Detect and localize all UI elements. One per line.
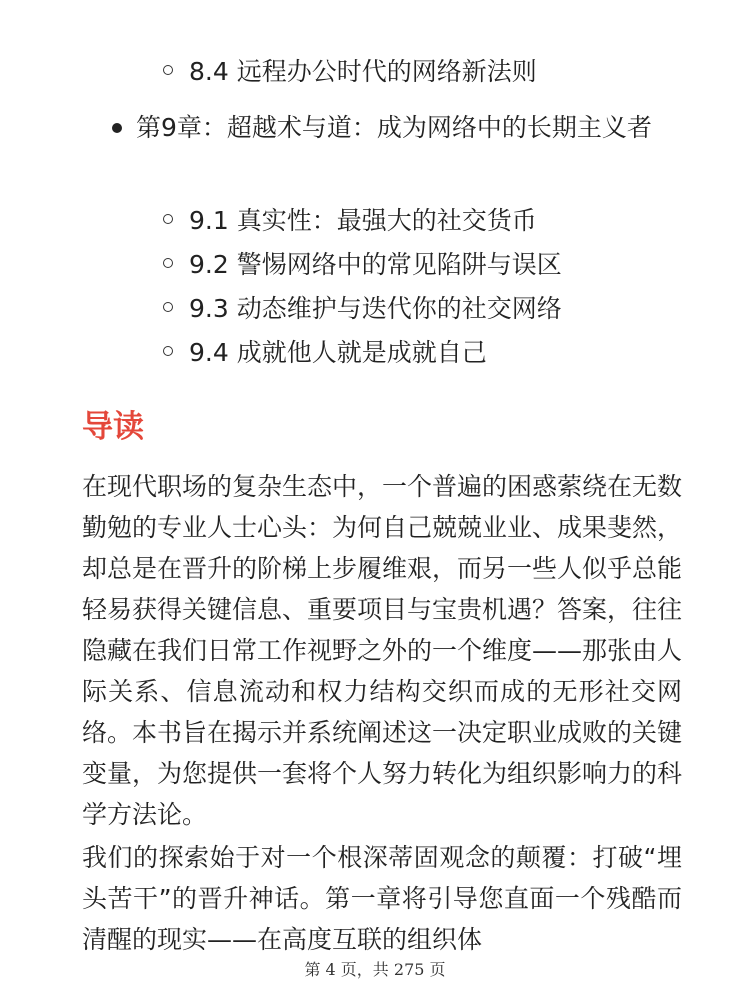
page-number-footer: 第 4 页，共 275 页 <box>304 960 446 979</box>
toc-item-label: 9.4 成就他人就是成就自己 <box>189 338 487 367</box>
toc-item-label: 8.4 远程办公时代的网络新法则 <box>189 57 537 86</box>
toc-item-8-4[interactable] <box>163 50 723 94</box>
toc-subsection-list-9 <box>163 199 723 375</box>
toc-subsection-list-8 <box>163 50 723 94</box>
toc-chapter-label: 第9章：超越术与道：成为网络中的长期主义者 <box>136 113 652 142</box>
hollow-circle-bullet-icon <box>163 346 173 356</box>
body-paragraph-1: 在现代职场的复杂生态中，一个普遍的困惑萦绕在无数勤勉的专业人士心头：为何自己兢兢业业、成果斐然，却总是在晋升的阶梯上步履维艰，而另一些人似乎总能轻易获得关键信息、重要项目与宝贵机遇？答案，往往隐藏在我们日常工作视野之外的一个维度——那张由人际关系、信息流动和权力结构交织而成的无形社交网络。本书旨在揭示并系统阐述这一决定职业成败的关键变量，为您提供一套将个人努力转化为组织影响力的科学方法论。 <box>82 472 683 829</box>
hollow-circle-bullet-icon <box>163 65 173 75</box>
toc-chapter-9[interactable] <box>110 106 696 150</box>
toc-item-9-4[interactable] <box>163 331 723 375</box>
hollow-circle-bullet-icon <box>163 214 173 224</box>
toc-item-9-1[interactable] <box>163 199 723 243</box>
hollow-circle-bullet-icon <box>163 258 173 268</box>
body-paragraph-2: 我们的探索始于对一个根深蒂固观念的颠覆：打破“埋头苦干”的晋升神话。第一章将引导您直面一个残酷而清醒的现实——在高度互联的组织体 <box>82 843 682 954</box>
toc-item-label: 9.3 动态维护与迭代你的社交网络 <box>189 294 562 323</box>
section-heading: 导读 <box>82 409 144 445</box>
filled-circle-bullet-icon <box>112 123 122 133</box>
hollow-circle-bullet-icon <box>163 302 173 312</box>
toc-item-label: 9.1 真实性：最强大的社交货币 <box>189 206 537 235</box>
toc-item-9-2[interactable] <box>163 243 723 287</box>
toc-item-label: 9.2 警惕网络中的常见陷阱与误区 <box>189 250 562 279</box>
toc-item-9-3[interactable] <box>163 287 723 331</box>
